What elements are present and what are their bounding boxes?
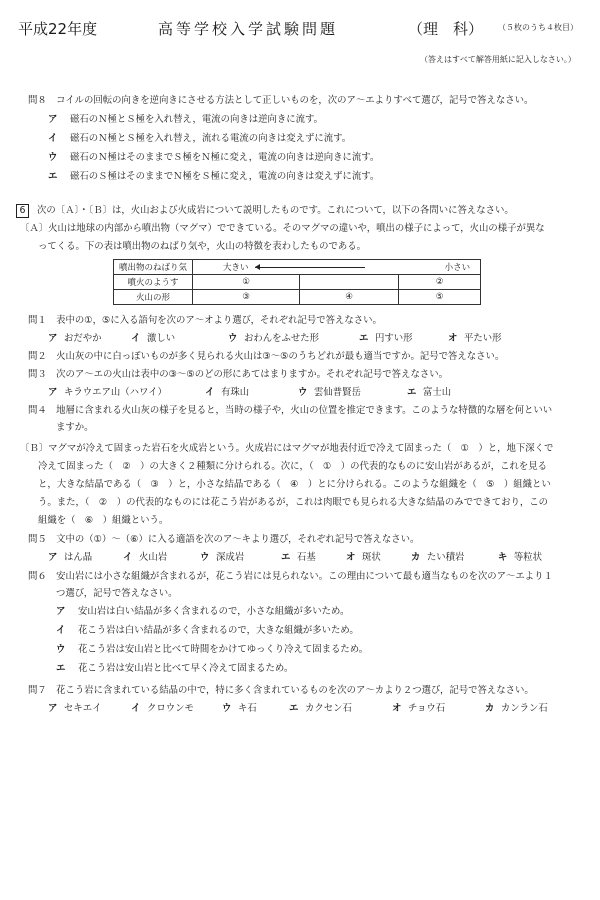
left-arrow-icon <box>255 267 365 268</box>
q6-line-2: つ選び，記号で答えなさい。 <box>56 588 178 599</box>
q4-line-2: ますか。 <box>56 422 94 433</box>
q6-option-d: エ 花こう岩は安山岩と比べて早く冷えて固まるため。 <box>56 663 294 674</box>
part-a-line-2: ってくる。下の表は噴出物のねばり気や，火山の特徴を表わしたものである。 <box>38 241 366 252</box>
row-header-eruption: 噴火のようす <box>114 275 193 290</box>
part-b-line-1: 〔Ｂ〕マグマが冷えて固まった岩石を火成岩という。火成岩にはマグマが地表付近で冷えて固まった（ ① ）と，地下深くで <box>20 443 554 454</box>
part-b-line-3: と，大きな結晶である（ ③ ）と，小さな結晶である（ ④ ）とに分けられる。このような組織を（ ⑤ ）組織とい <box>38 479 551 490</box>
exam-title: 高等学校入学試験問題 <box>158 20 339 38</box>
volcano-table <box>113 259 481 305</box>
part-b-line-5: 組織を（ ⑥ ）組織という。 <box>38 515 169 526</box>
q6-option-c: ウ 花こう岩は安山岩と比べて時間をかけてゆっくり冷えて固まるため。 <box>56 644 369 655</box>
q4-line-1: 問４ 地層に含まれる火山灰の様子を見ると，当時の様子や，火山の位置を推定できます。このような特徴的な層を何といい <box>28 405 553 416</box>
eruption-cell-empty <box>300 275 399 290</box>
q2-text: 問２ 火山灰の中に白っぽいものが多く見られる火山は③～⑤のうちどれが最も適当ですか。記号で答えなさい。 <box>28 351 505 362</box>
q5-choices: ア はん晶 イ 火山岩 ウ 深成岩 エ 石基 オ 斑状 カ たい積岩 キ 等粒状 <box>48 552 543 563</box>
q1-text: 問１ 表中の①，⑤に入る語句を次のア～オより選び，それぞれ記号で答えなさい。 <box>28 315 382 326</box>
viscosity-high: 大きい <box>223 263 249 273</box>
q6-line-1: 問６ 安山岩には小さな組織が含まれるが，花こう岩には見られない。この理由について最も適当なものを次のア～エより１ <box>28 571 553 582</box>
q3-choices: ア キラウエア山（ハワイ） イ 有珠山 ウ 雲仙普賢岳 エ 富士山 <box>48 387 452 398</box>
q1-choices: ア おだやか イ 激しい ウ おわんをふせた形 エ 円すい形 オ 平たい形 <box>48 333 502 344</box>
q8-option-d: エ 磁石のＳ極はそのままでＮ極をＳ極に変え，電流の向きは変えずに流す。 <box>48 171 380 182</box>
q5-text: 問５ 文中の（①）～（⑥）に入る適語を次のア～キより選び，それぞれ記号で答えなさい。 <box>28 534 420 545</box>
viscosity-scale <box>193 260 481 275</box>
table-row-shape <box>114 290 481 305</box>
part-b-line-2: 冷えて固まった（ ② ）の大きく２種類に分けられる。次に，（ ① ）の代表的なものに安山岩があるが，これを見る <box>38 461 547 472</box>
page-count: （５枚のうち４枚目） <box>498 23 578 32</box>
q8-option-a: ア 磁石のＮ極とＳ極を入れ替え，電流の向きは逆向きに流す。 <box>48 114 323 125</box>
q8-text: 問８ コイルの回転の向きを逆向きにさせる方法として正しいものを，次のア～エよりすべて選び，記号で答えなさい。 <box>28 95 534 106</box>
eruption-cell-1: ① <box>193 275 300 290</box>
q8-option-b: イ 磁石のＮ極とＳ極を入れ替え，流れる電流の向きは変えずに流す。 <box>48 133 352 144</box>
table-row-viscosity <box>114 260 481 275</box>
exam-subject: （理 科） <box>408 20 484 38</box>
shape-cell-3: ⑤ <box>399 290 481 305</box>
table-row-eruption <box>114 275 481 290</box>
viscosity-low: 小さい <box>444 263 471 273</box>
q7-choices: ア セキエイ イ クロウンモ ウ キ石 エ カクセン石 オ チョウ石 カ カンラン石 <box>48 703 548 714</box>
answer-note: （答えはすべて解答用紙に記入しなさい。） <box>420 55 576 64</box>
section-number-box: 6 <box>16 204 29 218</box>
q3-text: 問３ 次のア～エの火山は表中の③～⑤のどの形にあてはまりますか。それぞれ記号で答えなさい。 <box>28 369 448 380</box>
exam-year: 平成22年度 <box>18 20 98 38</box>
shape-cell-2: ④ <box>300 290 399 305</box>
eruption-cell-2: ② <box>399 275 481 290</box>
row-header-viscosity: 噴出物のねばり気 <box>114 260 193 275</box>
q6-option-b: イ 花こう岩は白い結晶が多く含まれるので，大きな組織が多いため。 <box>56 625 359 636</box>
part-a-line-1: 〔Ａ〕火山は地球の内部から噴出物（マグマ）でできている。そのマグマの違いや，噴出の様子によって，火山の様子が異な <box>20 223 545 234</box>
section-6-intro: 6 次の〔Ａ〕・〔Ｂ〕は，火山および火成岩について説明したものです。これについて，以下の各問いに答えなさい。 <box>16 204 514 218</box>
q6-option-a: ア 安山岩は白い結晶が多く含まれるので，小さな組織が多いため。 <box>56 606 350 617</box>
shape-cell-1: ③ <box>193 290 300 305</box>
q7-text: 問７ 花こう岩に含まれている結晶の中で，特に多く含まれているものを次のア～カより２つ選び，記号で答えなさい。 <box>28 685 534 696</box>
part-b-line-4: う。また，（ ② ）の代表的なものには花こう岩があるが，これは肉眼でも見られる大きな結晶のみでできており，この <box>38 497 548 508</box>
q8-option-c: ウ 磁石のＮ極はそのままでＳ極をＮ極に変え，電流の向きは逆向きに流す。 <box>48 152 380 163</box>
row-header-shape: 火山の形 <box>114 290 193 305</box>
